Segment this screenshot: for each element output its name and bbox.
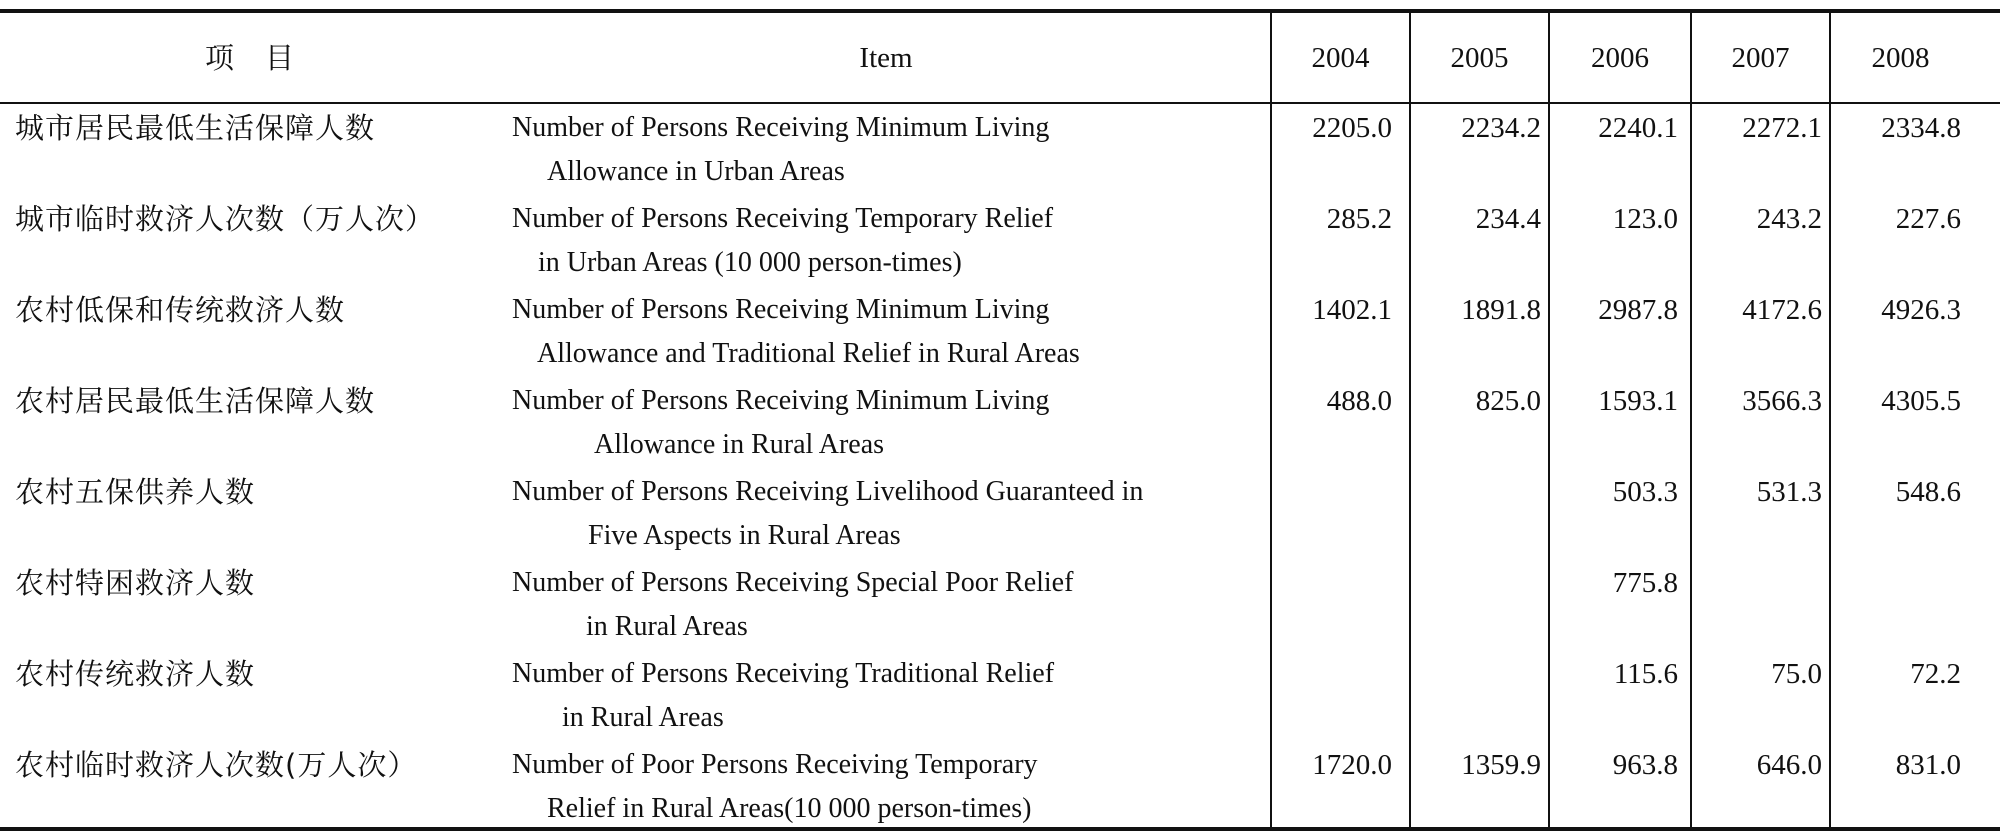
row-label-en-line2: in Rural Areas xyxy=(586,611,748,642)
row-value-2004: 1720.0 xyxy=(1312,749,1392,781)
row-label-cn: 农村居民最低生活保障人数 xyxy=(15,384,376,418)
row-label-en-line1: Number of Poor Persons Receiving Temporary xyxy=(512,749,1038,780)
row-value-2007: 646.0 xyxy=(1756,749,1822,781)
row-value-2007: 75.0 xyxy=(1771,658,1822,690)
row-value-2006: 1593.1 xyxy=(1598,385,1678,417)
header-item-cn: 项 目 xyxy=(204,41,295,75)
row-label-en-line1: Number of Persons Receiving Special Poor Relief xyxy=(512,567,1074,598)
row-value-2005: 2234.2 xyxy=(1461,112,1541,144)
row-label-cn: 城市临时救济人次数（万人次） xyxy=(15,202,436,236)
row-value-2007: 3566.3 xyxy=(1742,385,1822,417)
row-value-2005: 1891.8 xyxy=(1461,294,1541,326)
row-label-cn: 农村传统救济人数 xyxy=(15,657,256,691)
row-label-en-line1: Number of Persons Receiving Minimum Living xyxy=(512,385,1050,416)
header-year-2007: 2007 xyxy=(1731,42,1790,74)
row-label-cn: 农村特困救济人数 xyxy=(15,566,256,600)
row-value-2007: 243.2 xyxy=(1756,203,1822,235)
row-value-2007: 531.3 xyxy=(1756,476,1822,508)
row-label-en-line2: Allowance and Traditional Relief in Rural Areas xyxy=(537,338,1080,369)
row-value-2004: 2205.0 xyxy=(1312,112,1392,144)
row-label-en-line1: Number of Persons Receiving Minimum Living xyxy=(512,112,1050,143)
table-top-rule xyxy=(0,9,2000,13)
row-value-2006: 775.8 xyxy=(1612,567,1678,599)
row-label-en-line1: Number of Persons Receiving Livelihood Guaranteed in xyxy=(512,476,1144,507)
row-label-en-line2: in Rural Areas xyxy=(562,702,724,733)
row-value-2006: 115.6 xyxy=(1613,658,1678,690)
row-label-en-line2: Allowance in Urban Areas xyxy=(547,156,845,187)
row-label-cn: 农村低保和传统救济人数 xyxy=(15,293,346,327)
row-value-2005: 234.4 xyxy=(1475,203,1541,235)
header-item-en: Item xyxy=(859,42,913,74)
row-label-cn: 农村五保供养人数 xyxy=(15,475,256,509)
header-year-2004: 2004 xyxy=(1311,42,1370,74)
row-label-en-line2: Five Aspects in Rural Areas xyxy=(588,520,901,551)
row-value-2006: 503.3 xyxy=(1612,476,1678,508)
row-value-2004: 285.2 xyxy=(1326,203,1392,235)
row-value-2006: 2240.1 xyxy=(1598,112,1678,144)
row-label-en-line1: Number of Persons Receiving Temporary Relief xyxy=(512,203,1054,234)
row-value-2004: 1402.1 xyxy=(1312,294,1392,326)
row-value-2004: 488.0 xyxy=(1326,385,1392,417)
row-label-en-line2: Allowance in Rural Areas xyxy=(594,429,885,460)
row-label-en-line1: Number of Persons Receiving Minimum Living xyxy=(512,294,1050,325)
row-value-2008: 831.0 xyxy=(1895,749,1961,781)
row-value-2006: 123.0 xyxy=(1612,203,1678,235)
row-value-2006: 963.8 xyxy=(1612,749,1678,781)
header-year-2008: 2008 xyxy=(1871,42,1930,74)
row-label-en-line2: Relief in Rural Areas(10 000 person-times) xyxy=(547,793,1032,824)
row-value-2007: 2272.1 xyxy=(1742,112,1822,144)
row-value-2005: 1359.9 xyxy=(1461,749,1541,781)
row-label-cn: 城市居民最低生活保障人数 xyxy=(15,111,376,145)
row-value-2008: 4926.3 xyxy=(1881,294,1961,326)
row-label-en-line1: Number of Persons Receiving Traditional Relief xyxy=(512,658,1055,689)
row-value-2008: 227.6 xyxy=(1895,203,1961,235)
row-value-2008: 4305.5 xyxy=(1881,385,1961,417)
row-label-en-line2: in Urban Areas (10 000 person-times) xyxy=(538,247,962,278)
row-label-cn: 农村临时救济人次数(万人次） xyxy=(15,748,418,782)
header-year-2006: 2006 xyxy=(1591,42,1649,74)
row-value-2007: 4172.6 xyxy=(1742,294,1822,326)
row-value-2006: 2987.8 xyxy=(1598,294,1678,326)
header-rule xyxy=(0,102,2000,104)
header-year-2005: 2005 xyxy=(1450,42,1509,74)
row-value-2008: 72.2 xyxy=(1910,658,1961,690)
row-value-2008: 548.6 xyxy=(1895,476,1961,508)
row-value-2005: 825.0 xyxy=(1475,385,1541,417)
row-value-2008: 2334.8 xyxy=(1881,112,1961,144)
